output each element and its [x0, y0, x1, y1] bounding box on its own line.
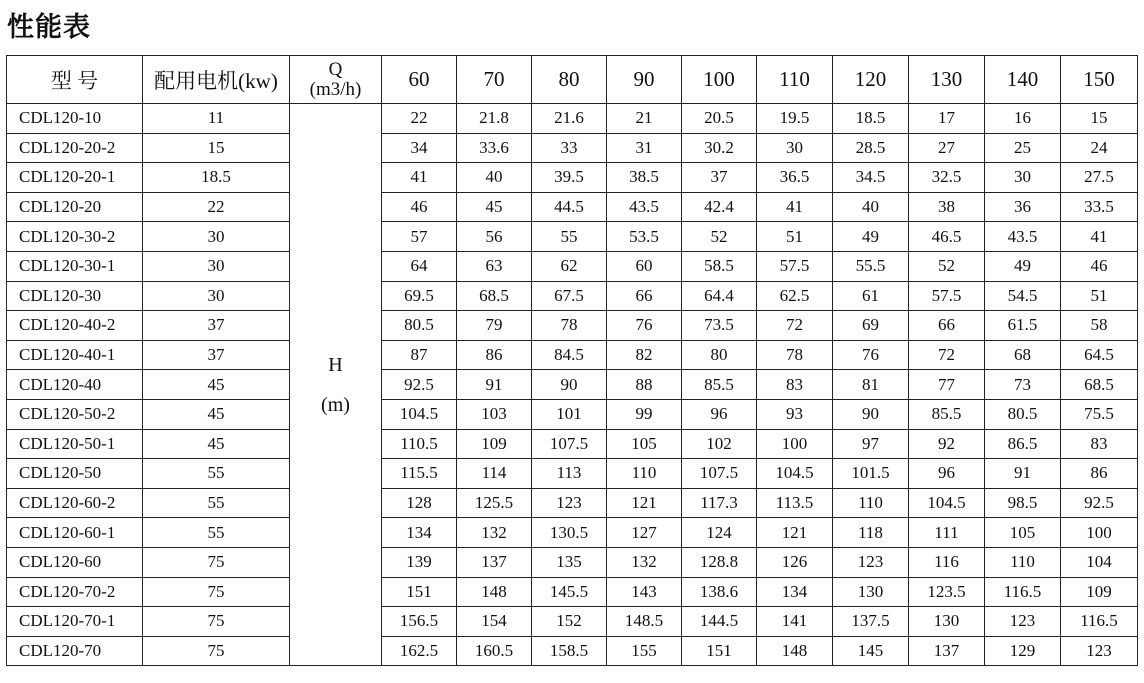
head-value-cell: 107.5 [682, 459, 757, 489]
head-value-cell: 152 [532, 607, 607, 637]
head-value-cell: 73 [985, 370, 1061, 400]
model-cell: CDL120-40 [7, 370, 143, 400]
header-flow-value: 90 [607, 56, 682, 104]
head-value-cell: 57.5 [757, 251, 833, 281]
head-value-cell: 88 [607, 370, 682, 400]
head-value-cell: 22 [382, 104, 457, 134]
table-header-row [7, 56, 1138, 104]
table-row [7, 459, 1138, 489]
head-value-cell: 132 [607, 547, 682, 577]
head-value-cell: 101 [532, 399, 607, 429]
model-cell: CDL120-40-2 [7, 311, 143, 341]
head-unit: (m) [321, 393, 350, 416]
head-value-cell: 123 [985, 607, 1061, 637]
motor-power-cell: 75 [143, 636, 290, 666]
head-value-cell: 92.5 [1061, 488, 1138, 518]
head-value-cell: 104.5 [382, 399, 457, 429]
head-value-cell: 115.5 [382, 459, 457, 489]
head-value-cell: 67.5 [532, 281, 607, 311]
head-value-cell: 46 [382, 192, 457, 222]
head-value-cell: 130 [833, 577, 909, 607]
head-value-cell: 86 [1061, 459, 1138, 489]
head-value-cell: 46.5 [909, 222, 985, 252]
head-value-cell: 80.5 [985, 399, 1061, 429]
motor-power-cell: 30 [143, 281, 290, 311]
head-value-cell: 30 [757, 133, 833, 163]
head-value-cell: 78 [532, 311, 607, 341]
head-value-cell: 162.5 [382, 636, 457, 666]
head-value-cell: 134 [382, 518, 457, 548]
head-value-cell: 96 [682, 399, 757, 429]
head-value-cell: 123.5 [909, 577, 985, 607]
table-body [7, 104, 1138, 666]
head-value-cell: 138.6 [682, 577, 757, 607]
table-row [7, 311, 1138, 341]
head-value-cell: 57 [382, 222, 457, 252]
head-value-cell: 105 [985, 518, 1061, 548]
head-value-cell: 87 [382, 340, 457, 370]
head-value-cell: 137 [909, 636, 985, 666]
model-cell: CDL120-30 [7, 281, 143, 311]
head-value-cell: 92.5 [382, 370, 457, 400]
motor-power-cell: 30 [143, 222, 290, 252]
model-cell: CDL120-50-2 [7, 399, 143, 429]
head-value-cell: 100 [1061, 518, 1138, 548]
head-value-cell: 52 [909, 251, 985, 281]
head-value-cell: 52 [682, 222, 757, 252]
head-value-cell: 55 [532, 222, 607, 252]
head-value-cell: 81 [833, 370, 909, 400]
head-value-cell: 73.5 [682, 311, 757, 341]
head-value-cell: 17 [909, 104, 985, 134]
table-row [7, 370, 1138, 400]
head-value-cell: 80.5 [382, 311, 457, 341]
head-value-cell: 121 [757, 518, 833, 548]
motor-power-cell: 37 [143, 311, 290, 341]
table-row [7, 399, 1138, 429]
head-value-cell: 91 [457, 370, 532, 400]
head-value-cell: 93 [757, 399, 833, 429]
head-value-cell: 154 [457, 607, 532, 637]
head-value-cell: 79 [457, 311, 532, 341]
head-value-cell: 43.5 [985, 222, 1061, 252]
head-value-cell: 32.5 [909, 163, 985, 193]
head-value-cell: 36 [985, 192, 1061, 222]
head-value-cell: 145.5 [532, 577, 607, 607]
head-value-cell: 116.5 [1061, 607, 1138, 637]
head-value-cell: 49 [985, 251, 1061, 281]
motor-power-cell: 11 [143, 104, 290, 134]
head-value-cell: 28.5 [833, 133, 909, 163]
head-value-cell: 90 [833, 399, 909, 429]
head-value-cell: 97 [833, 429, 909, 459]
head-value-cell: 76 [833, 340, 909, 370]
head-value-cell: 100 [757, 429, 833, 459]
head-value-cell: 68.5 [1061, 370, 1138, 400]
head-value-cell: 130 [909, 607, 985, 637]
head-value-cell: 85.5 [682, 370, 757, 400]
head-value-cell: 69 [833, 311, 909, 341]
table-row [7, 163, 1138, 193]
head-value-cell: 33.5 [1061, 192, 1138, 222]
table-row [7, 104, 1138, 134]
head-value-cell: 41 [757, 192, 833, 222]
head-value-cell: 110 [833, 488, 909, 518]
header-flow-value: 80 [532, 56, 607, 104]
head-value-cell: 78 [757, 340, 833, 370]
head-value-cell: 61.5 [985, 311, 1061, 341]
table-row [7, 133, 1138, 163]
head-value-cell: 96 [909, 459, 985, 489]
head-value-cell: 21 [607, 104, 682, 134]
header-flow-value: 130 [909, 56, 985, 104]
head-value-cell: 54.5 [985, 281, 1061, 311]
head-value-cell: 31 [607, 133, 682, 163]
flow-unit: (m3/h) [309, 78, 362, 100]
model-cell: CDL120-60 [7, 547, 143, 577]
head-value-cell: 72 [909, 340, 985, 370]
head-value-cell: 16 [985, 104, 1061, 134]
head-value-cell: 132 [457, 518, 532, 548]
header-motor: 配用电机(kw) [143, 56, 290, 104]
head-value-cell: 148 [757, 636, 833, 666]
head-value-cell: 57.5 [909, 281, 985, 311]
table-row [7, 340, 1138, 370]
head-value-cell: 60 [607, 251, 682, 281]
header-flow-value: 150 [1061, 56, 1138, 104]
model-cell: CDL120-10 [7, 104, 143, 134]
head-value-cell: 148.5 [607, 607, 682, 637]
head-value-cell: 160.5 [457, 636, 532, 666]
table-row [7, 281, 1138, 311]
head-value-cell: 30.2 [682, 133, 757, 163]
head-value-cell: 83 [757, 370, 833, 400]
head-value-cell: 42.4 [682, 192, 757, 222]
head-value-cell: 43.5 [607, 192, 682, 222]
head-value-cell: 92 [909, 429, 985, 459]
model-cell: CDL120-70-1 [7, 607, 143, 637]
head-value-cell: 72 [757, 311, 833, 341]
header-model: 型 号 [7, 56, 143, 104]
table-row [7, 251, 1138, 281]
head-value-cell: 20.5 [682, 104, 757, 134]
table-row [7, 222, 1138, 252]
head-value-cell: 51 [1061, 281, 1138, 311]
head-value-cell: 49 [833, 222, 909, 252]
head-value-cell: 76 [607, 311, 682, 341]
motor-power-cell: 55 [143, 518, 290, 548]
head-value-cell: 151 [382, 577, 457, 607]
motor-power-cell: 45 [143, 429, 290, 459]
head-value-cell: 121 [607, 488, 682, 518]
head-value-cell: 30 [985, 163, 1061, 193]
model-cell: CDL120-30-2 [7, 222, 143, 252]
head-value-cell: 141 [757, 607, 833, 637]
head-value-cell: 118 [833, 518, 909, 548]
head-value-cell: 45 [457, 192, 532, 222]
head-value-cell: 125.5 [457, 488, 532, 518]
head-value-cell: 27 [909, 133, 985, 163]
head-value-cell: 103 [457, 399, 532, 429]
header-flow-rate [290, 56, 382, 104]
head-value-cell: 46 [1061, 251, 1138, 281]
head-value-cell: 98.5 [985, 488, 1061, 518]
head-value-cell: 80 [682, 340, 757, 370]
table-row [7, 577, 1138, 607]
motor-power-cell: 45 [143, 399, 290, 429]
model-cell: CDL120-60-1 [7, 518, 143, 548]
head-value-cell: 68 [985, 340, 1061, 370]
head-value-cell: 38.5 [607, 163, 682, 193]
head-value-cell: 24 [1061, 133, 1138, 163]
head-value-cell: 34.5 [833, 163, 909, 193]
head-value-cell: 114 [457, 459, 532, 489]
motor-power-cell: 15 [143, 133, 290, 163]
head-value-cell: 109 [457, 429, 532, 459]
model-cell: CDL120-20-1 [7, 163, 143, 193]
table-row [7, 607, 1138, 637]
motor-power-cell: 55 [143, 488, 290, 518]
head-value-cell: 85.5 [909, 399, 985, 429]
model-cell: CDL120-50 [7, 459, 143, 489]
head-value-cell: 110 [985, 547, 1061, 577]
head-value-cell: 104 [1061, 547, 1138, 577]
head-value-cell: 113.5 [757, 488, 833, 518]
header-flow-value: 110 [757, 56, 833, 104]
model-cell: CDL120-40-1 [7, 340, 143, 370]
head-value-cell: 58.5 [682, 251, 757, 281]
motor-power-cell: 30 [143, 251, 290, 281]
model-cell: CDL120-30-1 [7, 251, 143, 281]
head-value-cell: 64 [382, 251, 457, 281]
head-value-cell: 36.5 [757, 163, 833, 193]
motor-power-cell: 75 [143, 577, 290, 607]
page-title: 性能表 [7, 12, 91, 43]
flow-symbol: Q [328, 58, 343, 80]
head-value-cell: 39.5 [532, 163, 607, 193]
head-value-cell: 107.5 [532, 429, 607, 459]
head-value-cell: 117.3 [682, 488, 757, 518]
head-value-cell: 110.5 [382, 429, 457, 459]
motor-power-cell: 75 [143, 607, 290, 637]
header-flow-value: 60 [382, 56, 457, 104]
head-value-cell: 102 [682, 429, 757, 459]
head-value-cell: 104.5 [909, 488, 985, 518]
head-value-cell: 86 [457, 340, 532, 370]
head-value-cell: 21.8 [457, 104, 532, 134]
head-value-cell: 151 [682, 636, 757, 666]
head-value-cell: 137.5 [833, 607, 909, 637]
head-value-cell: 37 [682, 163, 757, 193]
head-value-cell: 33 [532, 133, 607, 163]
head-value-cell: 145 [833, 636, 909, 666]
header-flow-value: 100 [682, 56, 757, 104]
header-flow-value: 120 [833, 56, 909, 104]
head-value-cell: 99 [607, 399, 682, 429]
head-value-cell: 83 [1061, 429, 1138, 459]
head-value-cell: 148 [457, 577, 532, 607]
motor-power-cell: 45 [143, 370, 290, 400]
head-value-cell: 90 [532, 370, 607, 400]
head-value-cell: 33.6 [457, 133, 532, 163]
head-value-cell: 82 [607, 340, 682, 370]
head-value-cell: 19.5 [757, 104, 833, 134]
model-cell: CDL120-20 [7, 192, 143, 222]
head-value-cell: 40 [457, 163, 532, 193]
head-value-cell: 91 [985, 459, 1061, 489]
motor-power-cell: 75 [143, 547, 290, 577]
head-value-cell: 143 [607, 577, 682, 607]
head-value-cell: 63 [457, 251, 532, 281]
head-value-cell: 58 [1061, 311, 1138, 341]
head-value-cell: 44.5 [532, 192, 607, 222]
model-cell: CDL120-70-2 [7, 577, 143, 607]
head-symbol: H [328, 353, 343, 376]
head-value-cell: 139 [382, 547, 457, 577]
head-value-cell: 113 [532, 459, 607, 489]
head-value-cell: 109 [1061, 577, 1138, 607]
head-value-cell: 101.5 [833, 459, 909, 489]
head-value-cell: 135 [532, 547, 607, 577]
head-value-cell: 129 [985, 636, 1061, 666]
head-value-cell: 41 [382, 163, 457, 193]
head-value-cell: 110 [607, 459, 682, 489]
head-value-cell: 66 [607, 281, 682, 311]
head-value-cell: 123 [532, 488, 607, 518]
table-row [7, 518, 1138, 548]
model-cell: CDL120-60-2 [7, 488, 143, 518]
head-value-cell: 123 [833, 547, 909, 577]
head-value-cell: 144.5 [682, 607, 757, 637]
head-value-cell: 56 [457, 222, 532, 252]
table-row [7, 636, 1138, 666]
head-value-cell: 134 [757, 577, 833, 607]
table-row [7, 429, 1138, 459]
head-value-cell: 66 [909, 311, 985, 341]
head-value-cell: 104.5 [757, 459, 833, 489]
head-value-cell: 62.5 [757, 281, 833, 311]
header-flow-value: 70 [457, 56, 532, 104]
model-cell: CDL120-70 [7, 636, 143, 666]
motor-power-cell: 55 [143, 459, 290, 489]
head-value-cell: 86.5 [985, 429, 1061, 459]
head-value-cell: 111 [909, 518, 985, 548]
head-value-cell: 34 [382, 133, 457, 163]
motor-power-cell: 18.5 [143, 163, 290, 193]
head-value-cell: 116 [909, 547, 985, 577]
header-flow-value: 140 [985, 56, 1061, 104]
head-value-cell: 64.5 [1061, 340, 1138, 370]
head-value-cell: 51 [757, 222, 833, 252]
motor-power-cell: 22 [143, 192, 290, 222]
table-row [7, 192, 1138, 222]
head-value-cell: 61 [833, 281, 909, 311]
table-row [7, 488, 1138, 518]
head-value-cell: 15 [1061, 104, 1138, 134]
head-value-cell: 64.4 [682, 281, 757, 311]
head-value-cell: 55.5 [833, 251, 909, 281]
head-value-cell: 128.8 [682, 547, 757, 577]
head-value-cell: 158.5 [532, 636, 607, 666]
model-cell: CDL120-20-2 [7, 133, 143, 163]
head-value-cell: 128 [382, 488, 457, 518]
head-value-cell: 38 [909, 192, 985, 222]
head-value-cell: 127 [607, 518, 682, 548]
head-value-cell: 75.5 [1061, 399, 1138, 429]
head-value-cell: 41 [1061, 222, 1138, 252]
motor-power-cell: 37 [143, 340, 290, 370]
head-value-cell: 18.5 [833, 104, 909, 134]
head-value-cell: 25 [985, 133, 1061, 163]
model-cell: CDL120-50-1 [7, 429, 143, 459]
performance-table [6, 55, 1138, 666]
head-value-cell: 53.5 [607, 222, 682, 252]
head-value-cell: 21.6 [532, 104, 607, 134]
head-value-cell: 69.5 [382, 281, 457, 311]
head-value-cell: 124 [682, 518, 757, 548]
head-value-cell: 126 [757, 547, 833, 577]
head-value-cell: 77 [909, 370, 985, 400]
head-value-cell: 130.5 [532, 518, 607, 548]
table-row [7, 547, 1138, 577]
head-value-cell: 137 [457, 547, 532, 577]
head-value-cell: 155 [607, 636, 682, 666]
head-value-cell: 116.5 [985, 577, 1061, 607]
head-value-cell: 62 [532, 251, 607, 281]
head-value-cell: 40 [833, 192, 909, 222]
head-value-cell: 68.5 [457, 281, 532, 311]
head-value-cell: 123 [1061, 636, 1138, 666]
head-label-cell [290, 104, 382, 666]
head-value-cell: 27.5 [1061, 163, 1138, 193]
head-value-cell: 84.5 [532, 340, 607, 370]
head-value-cell: 156.5 [382, 607, 457, 637]
head-value-cell: 105 [607, 429, 682, 459]
